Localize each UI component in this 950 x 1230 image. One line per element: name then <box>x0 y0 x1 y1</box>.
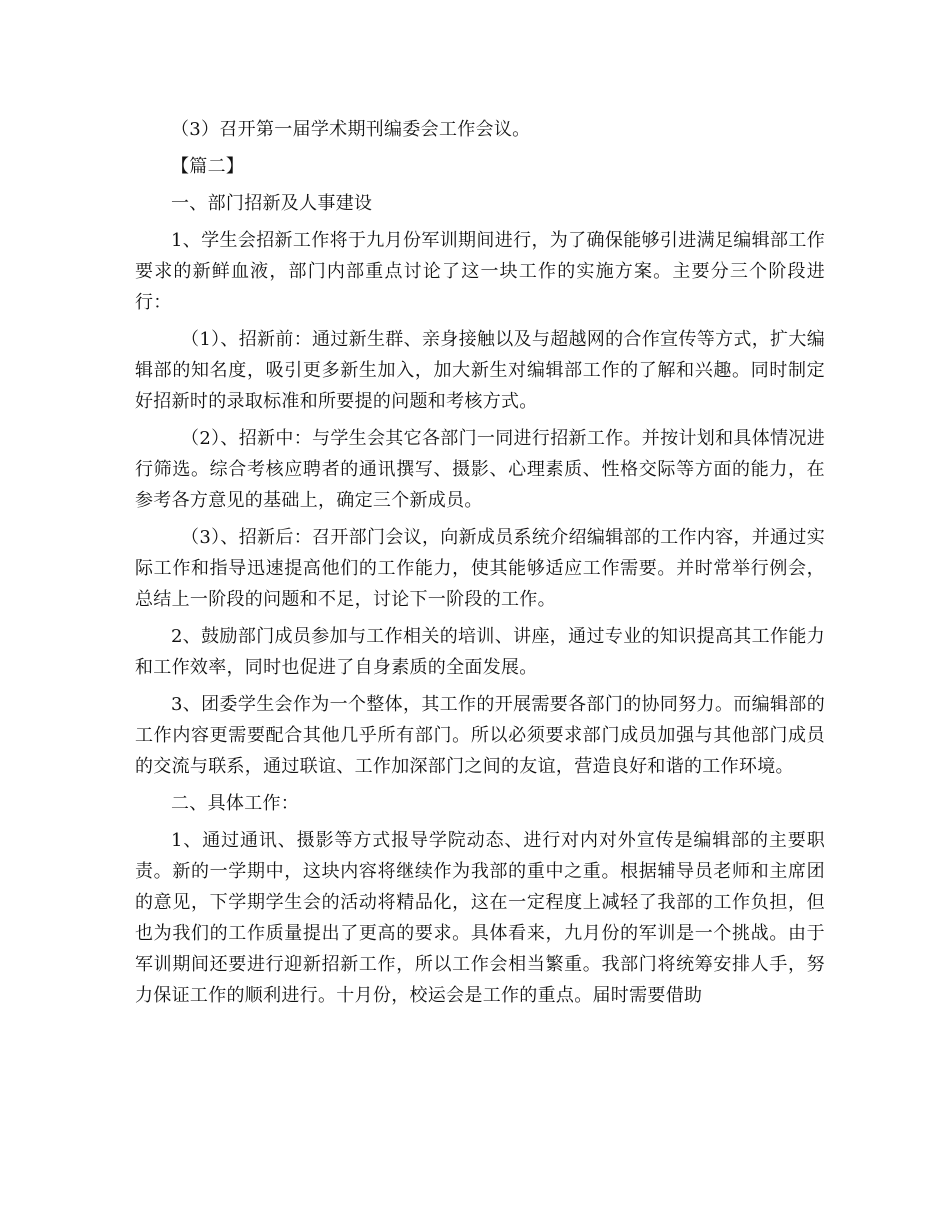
paragraph-recruitment-overview: 1、学生会招新工作将于九月份军训期间进行，为了确保能够引进满足编辑部工作要求的新鲜血液，部门内部重点讨论了这一块工作的实施方案。主要分三个阶段进行： <box>135 230 825 313</box>
paragraph-during-recruitment: （2）、招新中：与学生会其它各部门一同进行招新工作。并按计划和具体情况进行筛选。综合考核应聘者的通讯撰写、摄影、心理素质、性格交际等方面的能力，在参考各方意见的基础上，确定三个新成员。 <box>135 428 825 511</box>
paragraph-specific-work: 1、通过通讯、摄影等方式报导学院动态、进行对内对外宣传是编辑部的主要职责。新的一学期中，这块内容将继续作为我部的重中之重。根据辅导员老师和主席团的意见，下学期学生会的活动将精品化，这在一定程度上减轻了我部的工作负担，但也为我们的工作质量提出了更高的要求。具体看来，九月份的军训是一个挑战。由于军训期间还要进行迎新招新工作，所以工作会相当繁重。我部门将统筹安排人手，努力保证工作的顺利进行。十月份，校运会是工作的重点。届时需要借助 <box>135 830 825 1006</box>
paragraph-after-recruitment: （3）、招新后：召开部门会议，向新成员系统介绍编辑部的工作内容，并通过实际工作和指导迅速提高他们的工作能力，使其能够适应工作需要。并时常举行例会，总结上一阶段的问题和不足，讨论下一阶段的工作。 <box>135 527 825 610</box>
section-heading-specific-work: 二、具体工作： <box>171 793 300 814</box>
paragraph-cooperation: 3、团委学生会作为一个整体，其工作的开展需要各部门的协同努力。而编辑部的工作内容更需要配合其他几乎所有部门。所以必须要求部门成员加强与其他部门成员的交流与联系，通过联谊、工作加深部门之间的友谊，营造良好和谐的工作环境。 <box>135 694 825 777</box>
document-body <box>135 114 825 1017</box>
section-heading-recruitment: 一、部门招新及人事建设 <box>171 193 373 214</box>
section-heading-part-two: 【篇二】 <box>171 156 245 177</box>
paragraph-before-recruitment: （1）、招新前：通过新生群、亲身接触以及与超越网的合作宣传等方式，扩大编辑部的知名度，吸引更多新生加入，加大新生对编辑部工作的了解和兴趣。同时制定好招新时的录取标准和所要提的问题和考核方式。 <box>135 329 825 412</box>
paragraph-training: 2、鼓励部门成员参加与工作相关的培训、讲座，通过专业的知识提高其工作能力和工作效率，同时也促进了自身素质的全面发展。 <box>135 626 825 678</box>
list-item-meeting: （3）召开第一届学术期刊编委会工作会议。 <box>171 119 531 140</box>
